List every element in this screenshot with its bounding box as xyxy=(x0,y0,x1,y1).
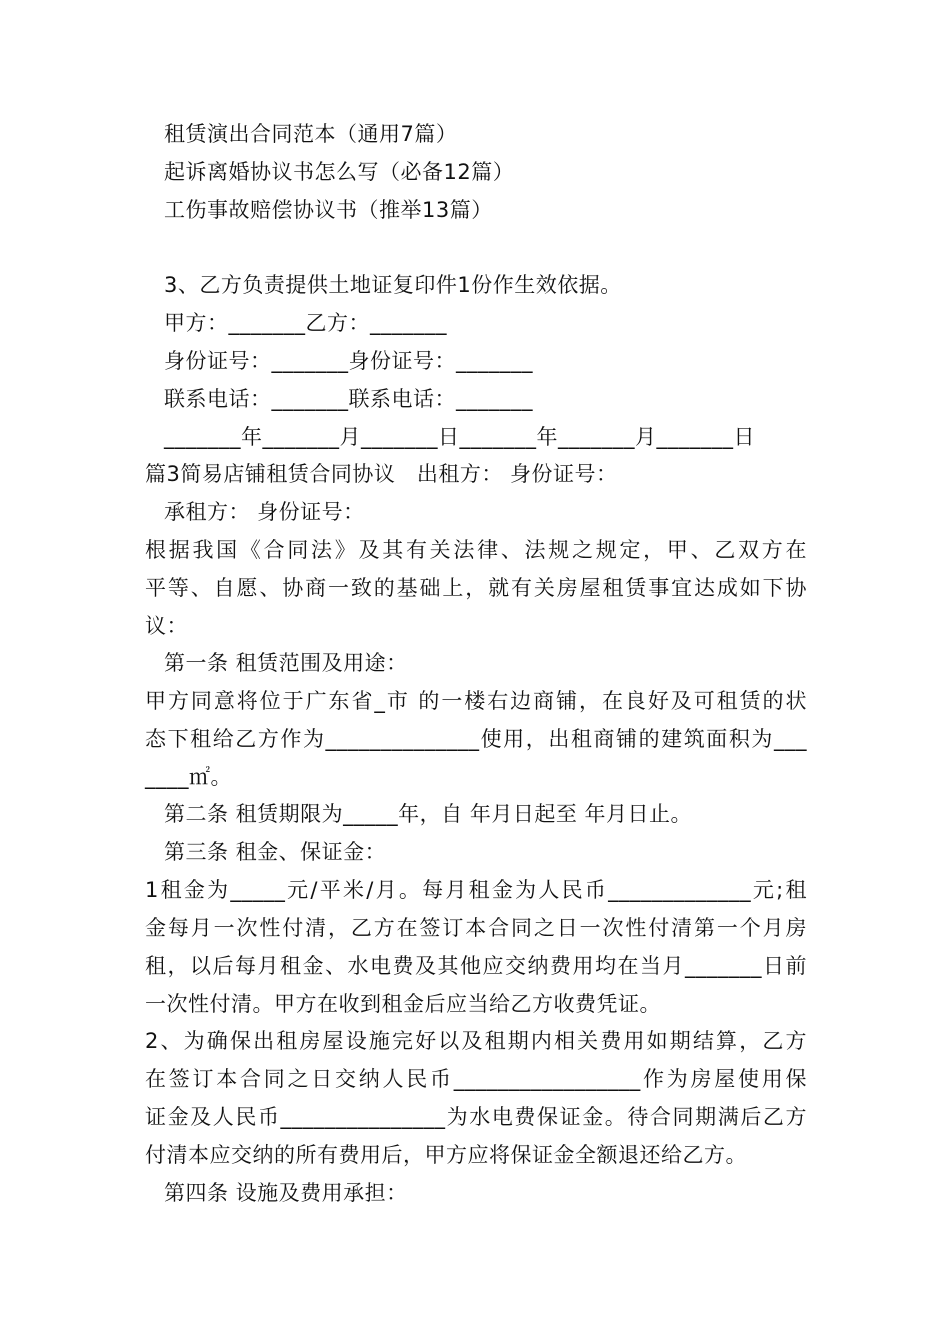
body-paragraph-line: 租，以后每月租金、水电费及其他应交纳费用均在当月_______日前 xyxy=(145,954,807,978)
body-paragraph-line: 根据我国《合同法》及其有关法律、法规之规定，甲、乙双方在 xyxy=(145,538,807,562)
signature-id-numbers: 身份证号：_______身份证号：_______ xyxy=(164,349,533,373)
signature-phones: 联系电话：_______联系电话：_______ xyxy=(164,387,533,411)
body-paragraph-line: 平等、自愿、协商一致的基础上，就有关房屋租赁事宜达成如下协 xyxy=(145,576,807,600)
related-link-3[interactable]: 工伤事故赔偿协议书（推举13篇） xyxy=(164,198,493,222)
section-heading-3: 篇3简易店铺租赁合同协议 出租方： 身份证号： xyxy=(145,462,618,486)
clause-3-line: 3、乙方负责提供土地证复印件1份作生效依据。 xyxy=(164,273,622,297)
body-paragraph-line: 证金及人民币_______________为水电费保证金。待合同期满后乙方 xyxy=(145,1105,807,1129)
related-link-1[interactable]: 租赁演出合同范本（通用7篇） xyxy=(164,122,458,146)
body-paragraph-line: 金每月一次性付清，乙方在签订本合同之日一次性付清第一个月房 xyxy=(145,916,807,940)
body-paragraph-line: 甲方同意将位于广东省_市 的一楼右边商铺，在良好及可租赁的状 xyxy=(145,689,807,713)
related-link-2[interactable]: 起诉离婚协议书怎么写（必备12篇） xyxy=(164,160,515,184)
article-3-heading: 第三条 租金、保证金： xyxy=(164,840,387,864)
body-paragraph-line: 议： xyxy=(145,614,188,638)
body-paragraph-line: 付清本应交纳的所有费用后，甲方应将保证金全额退还给乙方。 xyxy=(145,1143,747,1167)
article-2-line: 第二条 租赁期限为_____年，自 年月日起至 年月日止。 xyxy=(164,802,693,826)
body-paragraph-line: 在签订本合同之日交纳人民币_________________作为房屋使用保 xyxy=(145,1067,807,1091)
signature-dates: _______年_______月_______日_______年_______月_______日 xyxy=(164,425,755,449)
lessee-line: 承租方： 身份证号： xyxy=(164,500,365,524)
article-1-heading: 第一条 租赁范围及用途： xyxy=(164,651,408,675)
body-paragraph-line: 1租金为_____元/平米/月。每月租金为人民币_____________元;租 xyxy=(145,878,807,902)
body-paragraph-line: 2、为确保出租房屋设施完好以及租期内相关费用如期结算，乙方 xyxy=(145,1029,807,1053)
body-paragraph-line: 一次性付清。甲方在收到租金后应当给乙方收费凭证。 xyxy=(145,992,661,1016)
signature-parties: 甲方：_______乙方：_______ xyxy=(164,311,447,335)
body-paragraph-line: 态下租给乙方作为______________使用，出租商铺的建筑面积为___ xyxy=(145,727,807,751)
article-4-heading: 第四条 设施及费用承担： xyxy=(164,1181,408,1205)
body-paragraph-line: ____㎡。 xyxy=(145,765,232,789)
